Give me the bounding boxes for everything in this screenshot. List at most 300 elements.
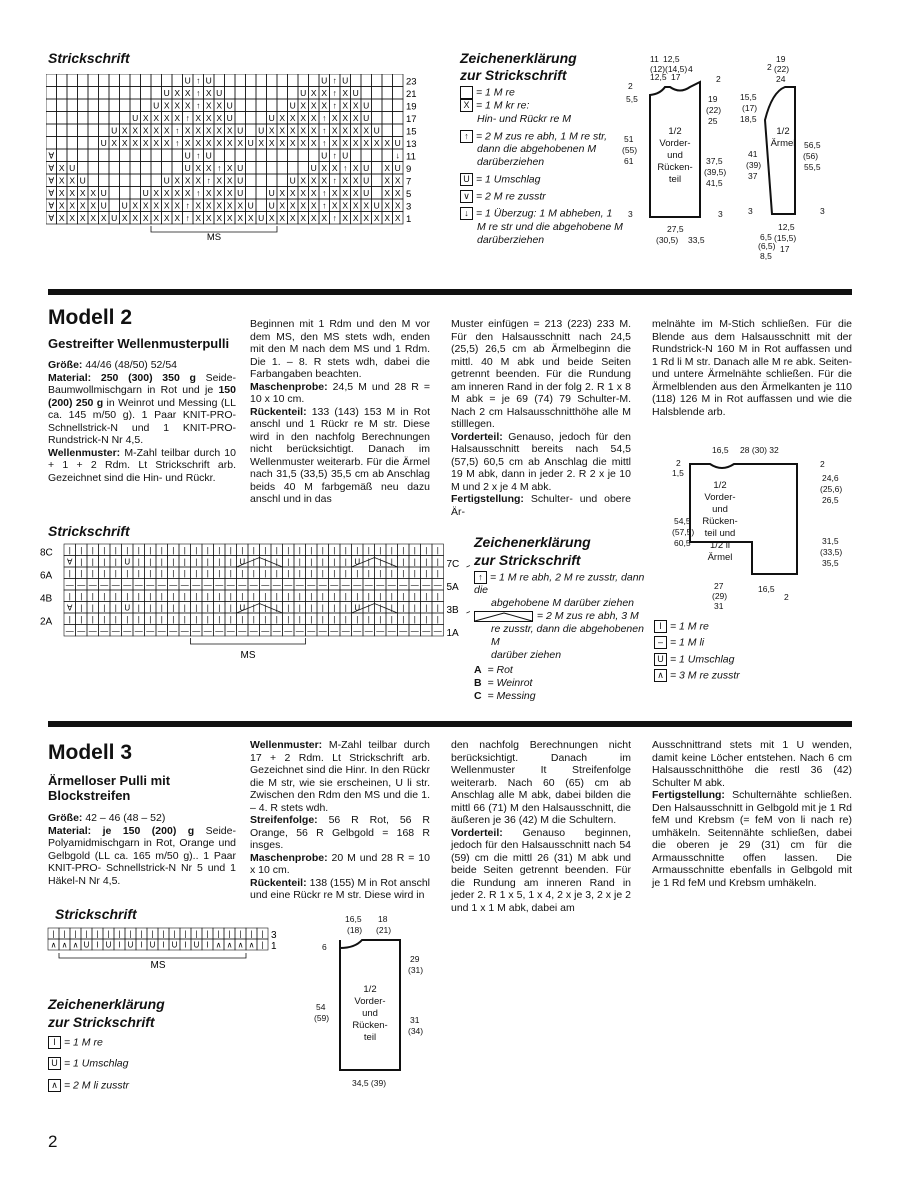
chart-symbol: X [174,88,181,98]
chart-symbol: U [310,163,317,173]
chart-cell [88,174,99,187]
chart-symbol: | [379,603,382,613]
svg-text:(17): (17) [742,103,758,113]
chart-symbol: | [425,615,428,624]
chart-cell [288,162,299,175]
chart-symbol: — [422,626,431,636]
chart-cell [57,137,68,150]
chart-symbol: | [287,569,290,578]
chart-symbol: — [341,580,350,590]
chart-cell [393,112,404,125]
chart-cell [382,99,393,112]
chart-symbol: I [206,940,209,950]
chart-symbol: | [137,557,140,567]
chart-symbol: X [300,200,307,211]
chart-cell [141,174,152,187]
chart-symbol: | [114,557,117,567]
chart-cell [382,87,393,100]
row-number: 19 [406,101,417,113]
chart-cell [78,124,89,137]
svg-text:31: 31 [714,601,724,611]
chart-cell [162,149,173,162]
svg-text:(39,5): (39,5) [704,167,727,177]
chart-symbol: U [149,940,156,950]
chart-symbol: ∀ [48,175,55,186]
chart-symbol: | [367,557,370,567]
chart-symbol: X [279,200,286,211]
svg-text:(18): (18) [347,925,363,935]
row-number: 7 [406,176,412,188]
chart-cell [67,137,78,150]
chart-symbol: X [310,175,317,186]
chart-symbol: X [195,213,202,223]
chart-symbol: X [300,188,307,198]
chart-cell [246,149,257,162]
svg-text:12,5: 12,5 [778,222,795,232]
chart-symbol: | [310,546,313,555]
chart-symbol: | [436,557,439,567]
chart-symbol: X [90,200,97,211]
chart-symbol: X [289,138,296,148]
svg-text:(56): (56) [803,151,819,161]
chart-symbol: | [218,569,221,578]
chart-symbol: X [342,200,349,211]
row-label-right: 7C [446,559,460,570]
chart-cell [214,149,225,162]
chart-symbol: X [310,213,317,223]
chart-symbol: U [226,113,233,123]
chart-symbol: | [379,615,382,624]
chart-symbol: | [91,603,94,613]
chart-symbol: X [247,213,254,223]
chart-symbol: | [172,592,175,601]
chart-cell [256,187,267,200]
chart-symbol: X [363,200,370,211]
chart-symbol: U [69,163,76,173]
chart-cell [225,87,236,100]
chart-symbol: | [275,557,278,567]
chart-symbol: | [436,546,439,555]
row-label-right: 3B [446,605,459,616]
chart-cell [46,74,57,87]
svg-text:26,5: 26,5 [822,495,839,505]
chart-cell [88,112,99,125]
chart-symbol: — [387,580,396,590]
chart-symbol: — [65,580,74,590]
svg-text:(30,5): (30,5) [656,235,679,245]
model3-chart-title: Strickschrift [55,906,137,922]
ms-bracket [191,638,306,644]
chart-cell [382,124,393,137]
chart-symbol: | [252,557,255,567]
page-number: 2 [48,1132,58,1151]
chart-symbol: X [352,125,359,136]
chart-symbol: | [252,546,255,555]
chart-symbol: U [363,188,370,198]
chart-cell [67,112,78,125]
chart-symbol: | [114,592,117,601]
chart-symbol: X [384,163,391,173]
chart-symbol: ↑ [196,150,201,161]
chart-symbol: | [80,592,83,601]
svg-text:1/2: 1/2 [713,480,727,491]
chart-symbol: — [192,580,201,590]
chart-symbol: X [331,113,338,123]
chart-symbol: | [287,557,290,567]
svg-text:28 (30) 32: 28 (30) 32 [740,445,779,455]
svg-text:15,5: 15,5 [740,92,757,102]
chart-symbol: | [96,929,99,939]
chart-symbol: X [331,163,338,173]
chart-symbol: — [399,626,408,636]
chart-symbol: ↑ [185,213,190,223]
chart-symbol: X [300,113,307,123]
chart-symbol: U [205,75,212,86]
chart-symbol: — [353,580,362,590]
chart-symbol: X [352,188,359,198]
chart-cell [88,74,99,87]
chart-symbol: X [184,125,191,136]
svg-text:und: und [667,150,683,161]
chart-symbol: X [153,125,160,136]
chart-symbol: U [289,100,296,111]
chart-symbol: X [289,113,296,123]
svg-text:27,5: 27,5 [667,224,684,234]
chart-symbol: | [160,546,163,555]
chart-symbol: X [142,113,149,123]
chart-cell [172,162,183,175]
chart-symbol: | [379,546,382,555]
svg-text:16,5: 16,5 [758,584,775,594]
chart-symbol: U [153,100,160,111]
chart-symbol: X [79,213,86,223]
chart-symbol: — [353,626,362,636]
chart-symbol: X [58,163,65,173]
chart-symbol: X [205,88,212,98]
chart-symbol: | [310,592,313,601]
chart-symbol: | [137,546,140,555]
chart-symbol: | [80,546,83,555]
svg-text:3: 3 [820,206,825,216]
svg-text:54,5: 54,5 [674,516,691,526]
svg-text:teil: teil [668,174,682,185]
chart-symbol: | [63,929,66,939]
svg-text:(59): (59) [314,1013,330,1023]
chart-symbol: | [252,615,255,624]
chart-cell [214,74,225,87]
chart-symbol: X [195,200,202,211]
svg-text:12,5: 12,5 [650,72,667,82]
chart-cell [57,124,68,137]
chart-symbol: X [163,100,170,111]
chart-cell [120,174,131,187]
chart-symbol: | [310,569,313,578]
chart-symbol: | [172,569,175,578]
chart-cell [382,112,393,125]
chart-symbol: | [287,615,290,624]
chart-symbol: X [258,138,265,148]
chart-symbol: | [239,929,242,939]
chart-symbol: ↑ [332,88,337,98]
row-number: 15 [406,126,417,138]
chart-symbol: X [289,125,296,136]
chart-symbol: | [80,557,83,567]
chart-symbol: | [425,569,428,578]
chart-symbol: | [183,557,186,567]
chart-symbol: X [184,175,191,186]
chart-symbol: I [118,940,121,950]
chart-symbol: X [373,213,380,223]
chart-symbol: | [390,615,393,624]
chart-symbol: ↑ [196,88,201,98]
svg-text:1,5: 1,5 [672,468,684,478]
chart-symbol: — [433,580,442,590]
chart-symbol: | [344,615,347,624]
chart-symbol: X [142,213,149,223]
chart-symbol: — [364,580,373,590]
chart-cell [57,87,68,100]
chart-symbol: | [218,546,221,555]
svg-text:Vorder-: Vorder- [704,492,736,503]
top-sleeve-schematic [740,52,840,267]
chart-cell [246,124,257,137]
chart-symbol: X [321,163,328,173]
chart-symbol: ∧ [226,940,233,950]
chart-symbol: X [226,188,233,198]
chart-symbol: | [103,569,106,578]
chart-symbol: | [206,592,209,601]
svg-text:(14,5): (14,5) [665,64,688,74]
chart-symbol: X [331,200,338,211]
model3-knitting-chart [44,926,284,982]
chart-symbol: X [394,175,401,186]
chart-symbol: — [180,626,189,636]
chart-symbol: | [103,603,106,613]
chart-symbol: — [433,626,442,636]
chart-symbol: ↑ [322,188,327,198]
chart-symbol: | [436,569,439,578]
chart-symbol: | [183,603,186,613]
chart-symbol: ∀ [48,150,55,161]
chart-symbol: | [413,569,416,578]
chart-symbol: X [142,138,149,148]
chart-symbol: ↑ [185,200,190,211]
chart-symbol: X [226,200,233,211]
chart-symbol: X [174,200,181,211]
top-chart-title: Strickschrift [48,50,130,66]
chart-symbol: X [363,213,370,223]
chart-cell [256,99,267,112]
chart-cell [141,74,152,87]
ms-label: MS [240,650,256,661]
chart-symbol: ↑ [196,188,201,198]
chart-symbol: — [215,626,224,636]
chart-cell [130,174,141,187]
chart-symbol: X [121,125,128,136]
svg-text:(22): (22) [774,64,790,74]
chart-symbol: X [289,188,296,198]
chart-symbol: X [69,188,76,198]
chart-symbol: U [124,603,131,613]
chart-symbol: X [184,138,191,148]
chart-symbol: ↑ [332,150,337,161]
chart-symbol: U [237,163,244,173]
chart-symbol: | [228,929,231,939]
chart-symbol: | [356,615,359,624]
chart-symbol: U [171,940,178,950]
chart-cell [120,162,131,175]
chart-cell [393,74,404,87]
chart-symbol: | [206,569,209,578]
chart-cell [78,162,89,175]
chart-symbol: | [80,569,83,578]
chart-symbol: — [295,626,304,636]
chart-symbol: X [184,188,191,198]
chart-symbol: X [310,100,317,111]
top-legend-item: ↑ = 2 M zus re abh, 1 M re str, [460,130,635,143]
chart-cell [372,174,383,187]
chart-cell [246,174,257,187]
chart-symbol: X [342,125,349,136]
chart-symbol: | [172,557,175,567]
chart-cell [99,149,110,162]
chart-symbol: | [425,546,428,555]
chart-symbol: U [363,175,370,186]
chart-cell [130,99,141,112]
chart-symbol: X [373,138,380,148]
model2-col2: Beginnen mit 1 Rdm und den M vor dem MS, den MS stets wdh, enden mit den M nach dem MS und 1 Rdm. Die 1. – 8. R stets wdh, dabei die Farbangaben beachten. Maschenprobe: 24,5 M und 28 R = 10 x 10 cm. Rückenteil: 133 (143) 153 M in Rot anschl und 1 Rückr re M str. Diese wird in den nachfolg Berechnungen nicht berücksichtigt. Danach im Wellenmuster weiterarb. Für die Ärmel nach 31,5 (33,5) 35,5 cm ab Anschlag beids 40 M farbgemäß neu dazu anschl und in das [250,318,430,505]
chart-symbol: X [153,200,160,211]
chart-cell [78,99,89,112]
svg-text:(55): (55) [622,145,638,155]
top-legend-item: dann die abgehobenen M [477,142,597,155]
chart-cell [57,149,68,162]
chart-cell [393,99,404,112]
chart-cell [141,162,152,175]
chart-symbol: | [390,592,393,601]
svg-text:Rücken-: Rücken- [702,516,738,527]
chart-symbol: | [195,557,198,567]
chart-cell [109,174,120,187]
model2-legend-title-2: zur Strickschrift [474,552,581,568]
chart-cell [109,112,120,125]
chart-symbol: | [264,592,267,601]
svg-text:54: 54 [316,1002,326,1012]
chart-symbol: X [352,113,359,123]
model3-col2: Wellenmuster: M-Zahl teilbar durch 17 + 2 Rdm. Lt Strickschrift arb. Gezeichnet sind die Hinr. In den Rückr die M str, wie sie erscheinen, U li str. Zwischen den Rdm den MS und die 1. – 4. R stets wdh. Streifenfolge: 56 R Rot, 56 R Orange, 56 R Gelbgold = 168 R insges. Maschenprobe: 20 M und 28 R = 10 x 10 cm. Rückenteil: 138 (155) M in Rot anschl und eine Rückr re M str. Diese wird in [250,739,430,901]
chart-cell [298,74,309,87]
chart-cell [151,162,162,175]
svg-text:(34): (34) [408,1026,424,1036]
svg-text:1/2 li: 1/2 li [709,540,731,551]
chart-symbol: U [300,88,307,98]
chart-symbol: X [352,200,359,211]
row-number: 3 [271,930,277,941]
chart-symbol: | [85,929,88,939]
chart-symbol: ∧ [72,940,79,950]
chart-symbol: I [96,940,99,950]
chart-symbol: X [205,138,212,148]
svg-text:teil: teil [363,1032,377,1043]
top-body-schematic [620,52,740,267]
svg-text:19: 19 [708,94,718,104]
chart-symbol: | [114,569,117,578]
chart-symbol: | [425,592,428,601]
chart-symbol: | [436,592,439,601]
chart-symbol: X [300,125,307,136]
chart-symbol: | [137,615,140,624]
chart-symbol: ↑ [322,138,327,148]
chart-cell [67,87,78,100]
chart-symbol: | [218,603,221,613]
chart-symbol: | [356,569,359,578]
chart-symbol: | [149,592,152,601]
chart-symbol: — [307,626,316,636]
chart-symbol: X [153,113,160,123]
chart-symbol: | [183,546,186,555]
chart-symbol: — [318,626,327,636]
chart-symbol: | [149,546,152,555]
svg-text:12,5: 12,5 [663,54,680,64]
chart-symbol: U [354,603,361,613]
chart-cell [277,174,288,187]
chart-cell [256,112,267,125]
chart-cell [99,74,110,87]
chart-symbol: | [298,569,301,578]
chart-symbol: U [111,125,118,136]
svg-text:Ärmel: Ärmel [707,552,733,563]
chart-symbol: | [126,615,129,624]
chart-cell [309,74,320,87]
chart-symbol: | [356,546,359,555]
svg-text:2: 2 [628,81,633,91]
chart-cell [46,87,57,100]
chart-cell [235,112,246,125]
chart-symbol: | [172,615,175,624]
chart-symbol: | [229,603,232,613]
chart-symbol: ↑ [175,125,180,136]
chart-cell [130,149,141,162]
chart-symbol: | [264,615,267,624]
chart-symbol: — [111,580,120,590]
chart-symbol: | [275,615,278,624]
chart-symbol: — [238,580,247,590]
chart-symbol: X [205,213,212,223]
chart-cell [277,149,288,162]
chart-symbol: ↑ [175,138,180,148]
row-label-left: 2A [40,616,53,628]
chart-cell [246,187,257,200]
chart-cell [235,74,246,87]
chart-symbol: — [157,626,166,636]
chart-cell [382,74,393,87]
chart-symbol: | [195,592,198,601]
chart-symbol: — [146,626,155,636]
chart-cell [235,87,246,100]
chart-symbol: — [238,626,247,636]
svg-text:2: 2 [820,459,825,469]
chart-symbol: U [237,188,244,198]
chart-symbol: — [88,580,97,590]
model2-legend-2: I = 1 M re – = 1 M li U = 1 Umschlag ∧ = 3 M re zusstr [654,620,804,682]
chart-symbol: ∧ [215,940,222,950]
chart-symbol: | [261,929,264,939]
chart-symbol: | [390,546,393,555]
chart-symbol: U [363,163,370,173]
chart-symbol: | [68,592,71,601]
chart-symbol: — [100,626,109,636]
chart-symbol: ↑ [332,100,337,111]
